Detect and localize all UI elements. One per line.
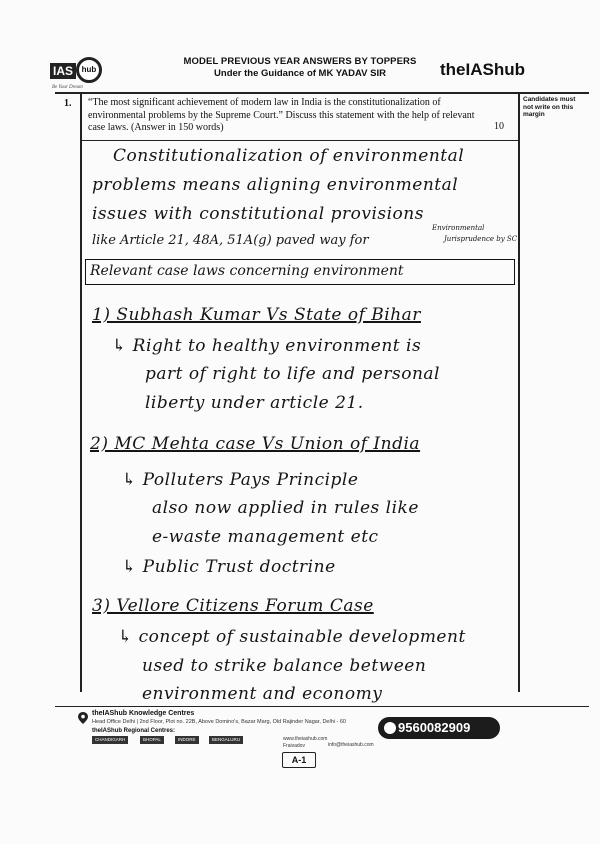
phone-badge bbox=[378, 717, 500, 739]
city-bhopal: BHOPAL bbox=[140, 736, 164, 744]
case2-line4: ↳ Public Trust doctrine bbox=[122, 557, 336, 577]
page-number: A-1 bbox=[282, 752, 316, 768]
brand-name: theIAShub bbox=[440, 60, 525, 79]
answer-intro-note2: Jurisprudence by SC bbox=[444, 235, 518, 243]
case2-line3: e-waste management etc bbox=[152, 527, 379, 547]
city-indore: INDORE bbox=[175, 736, 199, 744]
answer-intro-line4: like Article 21, 48A, 51A(g) paved way for bbox=[92, 233, 369, 248]
margin-note: Candidates must not write on this margin bbox=[523, 96, 576, 118]
city-bengaluru: BENGALURU bbox=[209, 736, 243, 744]
question-marks: 10 bbox=[494, 121, 504, 132]
case3-line2: used to strike balance between bbox=[142, 656, 427, 676]
footer-divider bbox=[55, 706, 589, 707]
phone-number: 9560082909 bbox=[398, 720, 471, 735]
header-title bbox=[150, 56, 450, 79]
case1-line3: liberty under article 21. bbox=[145, 393, 364, 413]
logo-ias-text: IAS bbox=[50, 63, 76, 79]
case1-line1: ↳ Right to healthy environment is bbox=[112, 336, 422, 356]
case3-title: 3) Vellore Citizens Forum Case bbox=[92, 596, 374, 616]
city-chandigarh: CHANDIGARH bbox=[92, 736, 128, 744]
answer-heading: Relevant case laws concerning environment bbox=[90, 263, 404, 279]
location-pin-icon bbox=[78, 712, 88, 724]
case2-line2: also now applied in rules like bbox=[152, 498, 419, 518]
contact-info bbox=[283, 736, 327, 749]
answer-intro-line3: issues with constitutional provisions bbox=[92, 204, 424, 224]
answer-intro-line1: Constitutionalization of environmental bbox=[113, 146, 465, 166]
answer-intro-note1: Environmental bbox=[432, 224, 485, 232]
header-title-line1: MODEL PREVIOUS YEAR ANSWERS BY TOPPERS bbox=[183, 56, 417, 67]
question-text: “The most significant achievement of modern law in India is the constitutionalization of environmental problems by the Supreme Court.” Discuss this statement with the help of relevant case laws. (Answer in 150 words) bbox=[88, 97, 475, 133]
case2-line1: ↳ Polluters Pays Principle bbox=[122, 470, 359, 490]
top-border bbox=[55, 92, 589, 94]
header-title-line2: Under the Guidance of MK YADAV SIR bbox=[214, 68, 386, 79]
website-link[interactable]: www.theiashub.com bbox=[283, 736, 328, 742]
answer-intro-line2: problems means aligning environmental bbox=[92, 175, 459, 195]
email-link[interactable]: info@theiashub.com bbox=[328, 742, 374, 748]
logo-ring: hub bbox=[76, 57, 102, 83]
iashub-logo bbox=[48, 55, 106, 91]
question-divider bbox=[80, 140, 518, 141]
knowledge-centres-title: theIAShub Knowledge Centres bbox=[92, 710, 195, 717]
faculty-name: Fraivadov bbox=[283, 742, 305, 749]
logo-tagline: Be Your Dream bbox=[52, 85, 83, 90]
case3-line1: ↳ concept of sustainable development bbox=[118, 627, 466, 647]
question-number: 1. bbox=[64, 98, 72, 109]
case3-line3: environment and economy bbox=[142, 684, 383, 704]
case2-title: 2) MC Mehta case Vs Union of India bbox=[90, 434, 421, 454]
head-office-address: Head Office Delhi | 2nd Floor, Plot no. 22B, Above Domino's, Bazar Marg, Old Rajinder Nagar, Delhi - 60 bbox=[92, 719, 346, 725]
regional-centres-title: theIAShub Regional Centres: bbox=[92, 728, 176, 734]
phone-icon bbox=[384, 722, 396, 734]
case1-title: 1) Subhash Kumar Vs State of Bihar bbox=[92, 305, 421, 325]
right-margin-line bbox=[518, 92, 520, 692]
case1-line2: part of right to life and personal bbox=[145, 364, 440, 384]
left-margin-line bbox=[80, 92, 82, 692]
